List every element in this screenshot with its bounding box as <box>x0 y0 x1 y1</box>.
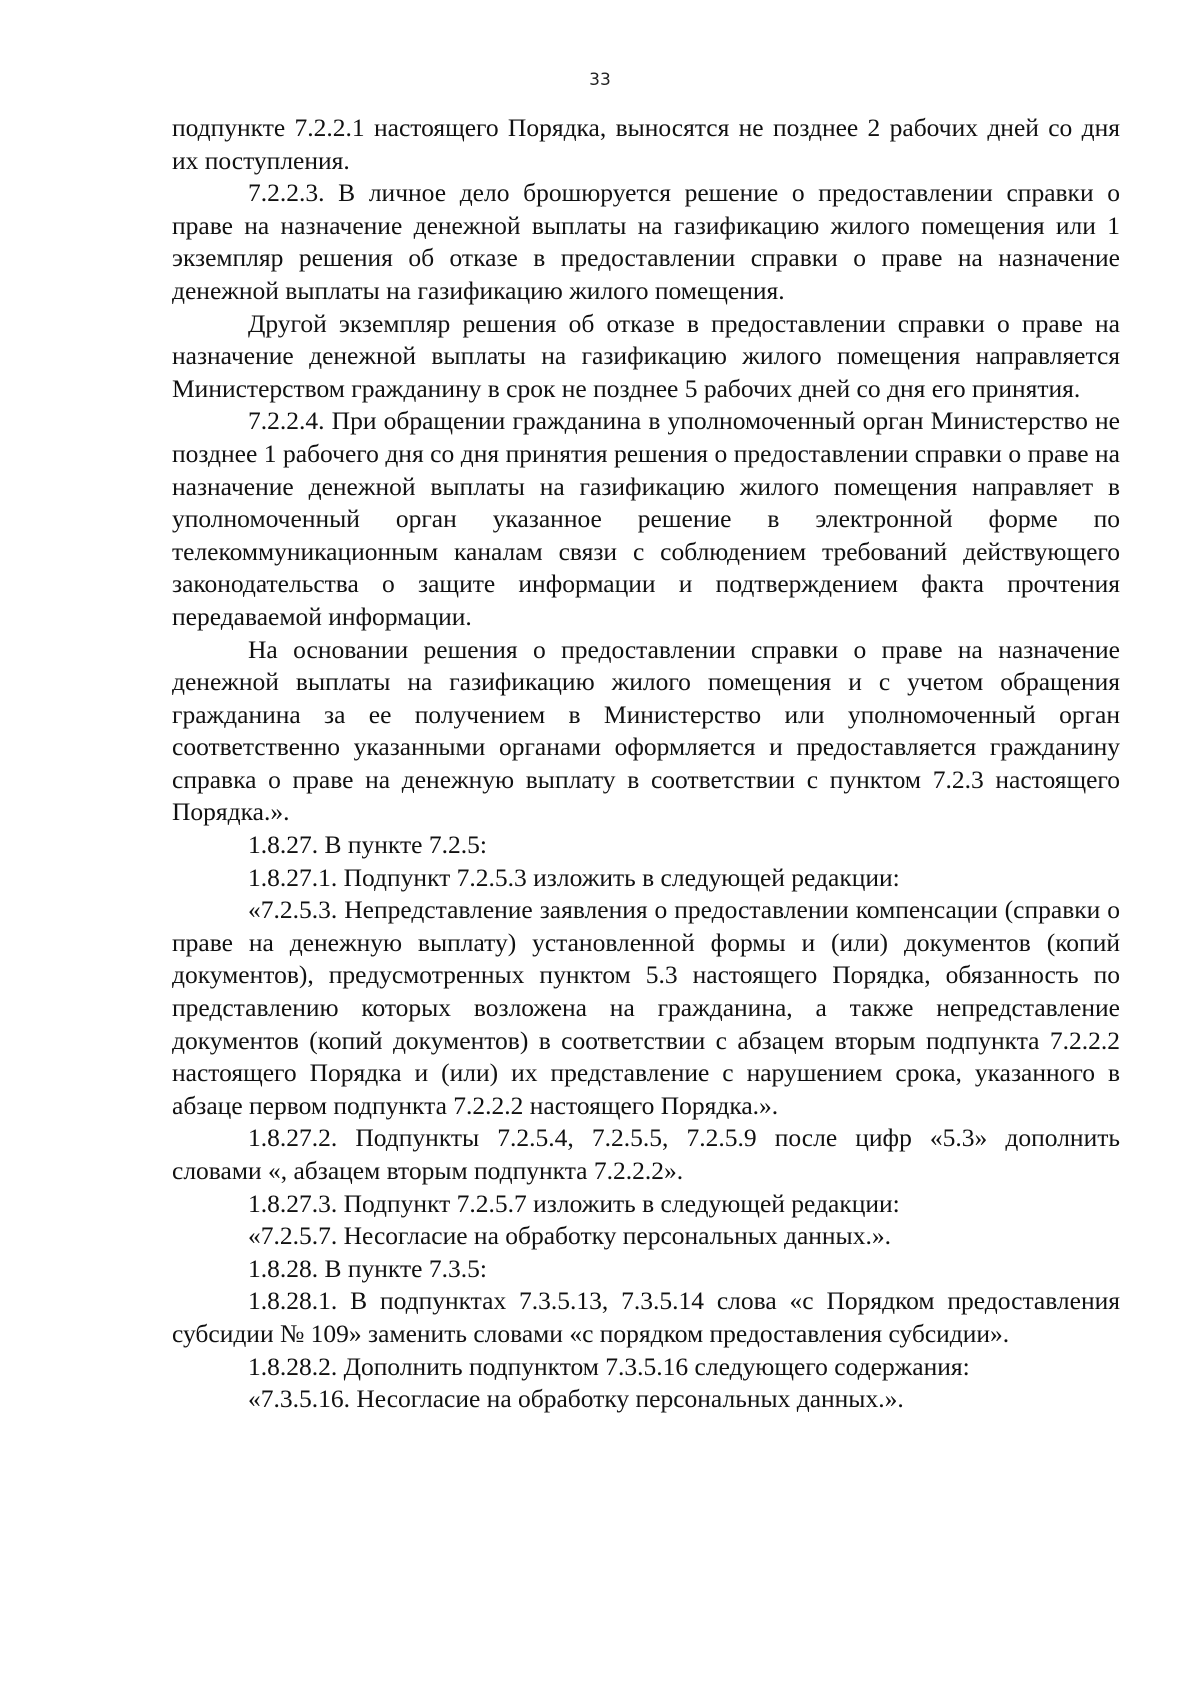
page-number: 33 <box>589 70 611 90</box>
paragraph: 1.8.27.3. Подпункт 7.2.5.7 изложить в следующей редакции: <box>248 1188 900 1218</box>
paragraph: 7.2.2.3. В личное дело брошюруется решение о предоставлении справки о праве на назначение денежной выплаты на газификацию жилого помещения или 1 экземпляр решения об отказе в предоставлении справки о праве на назначение денежной выплаты на газификацию жилого помещения. <box>172 178 1120 305</box>
paragraph: 1.8.28. В пункте 7.3.5: <box>248 1253 487 1283</box>
paragraph: 1.8.27. В пункте 7.2.5: <box>248 830 487 860</box>
paragraph: 1.8.28.2. Дополнить подпунктом 7.3.5.16 следующего содержания: <box>248 1351 970 1381</box>
paragraph: «7.2.5.7. Несогласие на обработку персональных данных.». <box>248 1221 891 1251</box>
paragraph: 1.8.27.2. Подпункты 7.2.5.4, 7.2.5.5, 7.2.5.9 после цифр «5.3» дополнить словами «, абзацем вторым подпункта 7.2.2.2». <box>172 1123 1120 1185</box>
paragraph: 7.2.2.4. При обращении гражданина в уполномоченный орган Министерство не позднее 1 рабочего дня со дня принятия решения о предоставлении справки о праве на назначение денежной выплаты на газификацию жилого помещения направляет в уполномоченный орган указанное решение в электронной форме по телекоммуникационным каналам связи с соблюдением требований действующего законодательства о защите информации и подтверждением факта прочтения передаваемой информации. <box>172 406 1120 631</box>
paragraph: «7.2.5.3. Непредставление заявления о предоставлении компенсации (справки о праве на денежную выплату) установленной формы и (или) документов (копий документов), предусмотренных пунктом 5.3 настоящего Порядка, обязанность по представлению которых возложена на гражданина, а также непредставление документов (копий документов) в соответствии с абзацем вторым подпункта 7.2.2.2 настоящего Порядка и (или) их представление с нарушением срока, указанного в абзаце первом подпункта 7.2.2.2 настоящего Порядка.». <box>172 895 1120 1120</box>
paragraph: «7.3.5.16. Несогласие на обработку персональных данных.». <box>248 1384 904 1414</box>
paragraph: подпункте 7.2.2.1 настоящего Порядка, выносятся не позднее 2 рабочих дней со дня их поступления. <box>172 113 1120 175</box>
paragraph: 1.8.28.1. В подпунктах 7.3.5.13, 7.3.5.14 слова «с Порядком предоставления субсидии № 109» заменить словами «с порядком предоставления субсидии». <box>172 1286 1120 1348</box>
paragraph: 1.8.27.1. Подпункт 7.2.5.3 изложить в следующей редакции: <box>248 862 900 892</box>
document-body <box>172 112 1120 1416</box>
paragraph: Другой экземпляр решения об отказе в предоставлении справки о праве на назначение денежной выплаты на газификацию жилого помещения направляется Министерством гражданину в срок не позднее 5 рабочих дней со дня его принятия. <box>172 308 1120 403</box>
paragraph: На основании решения о предоставлении справки о праве на назначение денежной выплаты на газификацию жилого помещения и с учетом обращения гражданина за ее получением в Министерство или уполномоченный орган соответственно указанными органами оформляется и предоставляется гражданину справка о праве на денежную выплату в соответствии с пунктом 7.2.3 настоящего Порядка.». <box>172 634 1120 827</box>
